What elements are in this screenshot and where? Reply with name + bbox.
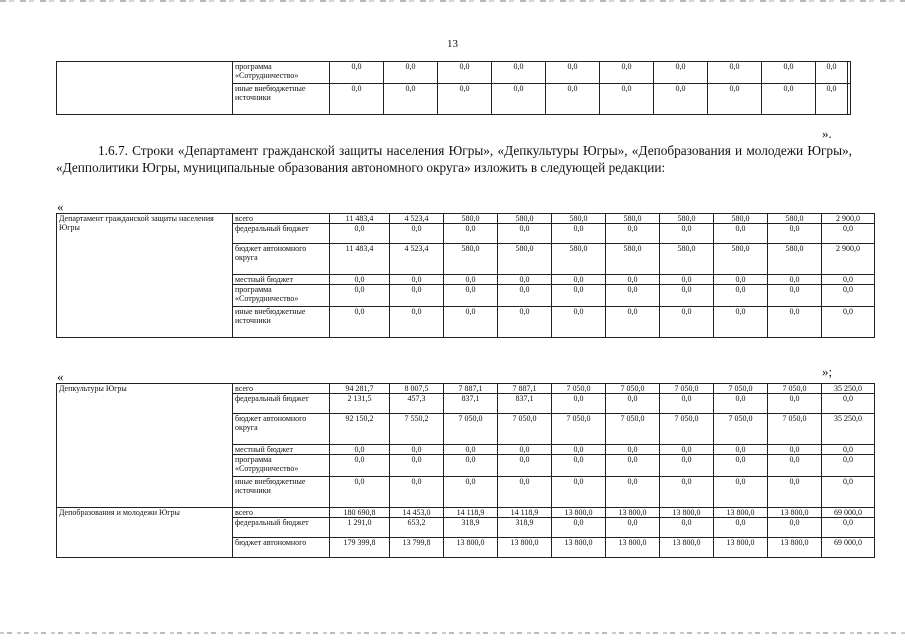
closing-quote-2: »; [822, 364, 833, 379]
value-cell: 35 250,0 [822, 384, 875, 394]
value-cell: 7 050,0 [714, 384, 768, 394]
value-cell: 0,0 [816, 62, 848, 84]
page-number: 13 [447, 38, 458, 50]
value-cell: 0,0 [492, 84, 546, 115]
funding-source: программа «Сотрудничество» [233, 62, 330, 84]
value-cell: 0,0 [822, 285, 875, 307]
value-cell: 0,0 [762, 62, 816, 84]
funding-source: бюджет автономного округа [233, 244, 330, 275]
value-cell: 0,0 [714, 445, 768, 455]
value-cell: 0,0 [552, 285, 606, 307]
value-cell: 0,0 [768, 394, 822, 414]
value-cell: 94 281,7 [330, 384, 390, 394]
value-cell: 0,0 [390, 285, 444, 307]
value-cell: 7 050,0 [552, 384, 606, 394]
opening-quote: « [57, 199, 64, 214]
value-cell: 580,0 [444, 214, 498, 224]
value-cell: 0,0 [822, 224, 875, 244]
value-cell: 13 800,0 [552, 508, 606, 518]
amendment-paragraph: 1.6.7. Строки «Департамент гражданской защиты населения Югры», «Депкультуры Югры», «Депобразования и молодежи Югры», «Депполитики Югры, муниципальные образования автономного округа» изложить в следующей редакции: [56, 143, 852, 175]
value-cell: 0,0 [606, 455, 660, 477]
value-cell: 92 150,2 [330, 414, 390, 445]
value-cell: 0,0 [606, 477, 660, 508]
value-cell: 4 523,4 [390, 214, 444, 224]
organization-name: Депобразования и молодежи Югры [57, 508, 233, 558]
value-cell: 2 900,0 [822, 214, 875, 224]
value-cell: 0,0 [768, 285, 822, 307]
value-cell: 7 050,0 [768, 384, 822, 394]
funding-source: бюджет автономного округа [233, 414, 330, 445]
funding-source: федеральный бюджет [233, 394, 330, 414]
value-cell: 0,0 [714, 285, 768, 307]
value-cell: 13 800,0 [498, 538, 552, 558]
value-cell: 7 887,1 [498, 384, 552, 394]
value-cell: 0,0 [660, 394, 714, 414]
value-cell: 13 800,0 [444, 538, 498, 558]
value-cell: 0,0 [654, 62, 708, 84]
value-cell: 0,0 [384, 84, 438, 115]
value-cell: 0,0 [714, 455, 768, 477]
value-cell: 0,0 [552, 394, 606, 414]
value-cell: 11 483,4 [330, 214, 390, 224]
value-cell: 837,1 [498, 394, 552, 414]
value-cell: 0,0 [492, 62, 546, 84]
value-cell: 0,0 [330, 307, 390, 338]
value-cell: 0,0 [768, 445, 822, 455]
funding-source: программа «Сотрудничество» [233, 285, 330, 307]
value-cell: 0,0 [552, 275, 606, 285]
value-cell: 13 800,0 [660, 538, 714, 558]
value-cell: 0,0 [822, 275, 875, 285]
value-cell: 11 483,4 [330, 244, 390, 275]
value-cell: 0,0 [768, 518, 822, 538]
value-cell: 0,0 [498, 224, 552, 244]
value-cell: 7 050,0 [444, 414, 498, 445]
value-cell: 0,0 [606, 518, 660, 538]
funding-source: бюджет автономного [233, 538, 330, 558]
value-cell: 13 800,0 [552, 538, 606, 558]
value-cell: 0,0 [606, 445, 660, 455]
table-row [57, 214, 875, 224]
value-cell: 653,2 [390, 518, 444, 538]
value-cell: 0,0 [714, 518, 768, 538]
value-cell: 180 690,8 [330, 508, 390, 518]
value-cell: 580,0 [768, 214, 822, 224]
value-cell: 69 000,0 [822, 538, 875, 558]
table-row [57, 384, 875, 394]
funding-source: иные внебюджетные источники [233, 477, 330, 508]
value-cell: 0,0 [714, 224, 768, 244]
value-cell: 580,0 [660, 214, 714, 224]
value-cell: 0,0 [816, 84, 848, 115]
value-cell: 0,0 [498, 307, 552, 338]
value-cell: 580,0 [498, 214, 552, 224]
organization-name: Департамент гражданской защиты населения Югры [57, 214, 233, 338]
value-cell: 0,0 [660, 477, 714, 508]
value-cell: 0,0 [660, 275, 714, 285]
value-cell: 580,0 [606, 244, 660, 275]
value-cell: 580,0 [498, 244, 552, 275]
value-cell: 0,0 [660, 455, 714, 477]
value-cell: 0,0 [552, 445, 606, 455]
value-cell: 0,0 [552, 224, 606, 244]
value-cell: 580,0 [714, 214, 768, 224]
funding-source: всего [233, 384, 330, 394]
value-cell: 0,0 [660, 285, 714, 307]
value-cell: 7 050,0 [552, 414, 606, 445]
table-culture-education [56, 383, 875, 558]
value-cell: 0,0 [438, 84, 492, 115]
value-cell: 580,0 [552, 244, 606, 275]
value-cell: 0,0 [600, 62, 654, 84]
value-cell: 0,0 [330, 275, 390, 285]
value-cell: 0,0 [606, 285, 660, 307]
value-cell: 0,0 [714, 477, 768, 508]
value-cell: 0,0 [768, 307, 822, 338]
value-cell: 0,0 [822, 518, 875, 538]
value-cell: 0,0 [660, 224, 714, 244]
value-cell: 7 050,0 [714, 414, 768, 445]
value-cell: 0,0 [390, 455, 444, 477]
value-cell: 580,0 [606, 214, 660, 224]
value-cell: 0,0 [600, 84, 654, 115]
value-cell: 0,0 [762, 84, 816, 115]
value-cell: 580,0 [552, 214, 606, 224]
value-cell: 14 453,0 [390, 508, 444, 518]
value-cell: 2 900,0 [822, 244, 875, 275]
value-cell: 1 291,0 [330, 518, 390, 538]
value-cell: 7 050,0 [498, 414, 552, 445]
value-cell: 0,0 [330, 455, 390, 477]
value-cell: 7 050,0 [606, 384, 660, 394]
value-cell: 7 550,2 [390, 414, 444, 445]
funding-source: местный бюджет [233, 445, 330, 455]
value-cell: 0,0 [606, 307, 660, 338]
value-cell: 0,0 [606, 394, 660, 414]
funding-source: федеральный бюджет [233, 518, 330, 538]
value-cell: 0,0 [552, 477, 606, 508]
value-cell: 13 800,0 [768, 538, 822, 558]
value-cell: 0,0 [714, 307, 768, 338]
value-cell: 0,0 [444, 445, 498, 455]
value-cell: 0,0 [822, 445, 875, 455]
value-cell: 0,0 [708, 84, 762, 115]
value-cell: 0,0 [384, 62, 438, 84]
value-cell: 837,1 [444, 394, 498, 414]
value-cell: 0,0 [546, 84, 600, 115]
funding-source: программа «Сотрудничество» [233, 455, 330, 477]
value-cell: 0,0 [768, 275, 822, 285]
value-cell: 0,0 [498, 285, 552, 307]
value-cell: 0,0 [498, 445, 552, 455]
funding-source: всего [233, 508, 330, 518]
value-cell: 4 523,4 [390, 244, 444, 275]
empty-cell [848, 62, 851, 84]
value-cell: 13 800,0 [714, 538, 768, 558]
closing-quote: ». [822, 126, 832, 141]
value-cell: 0,0 [330, 477, 390, 508]
value-cell: 0,0 [822, 477, 875, 508]
value-cell: 580,0 [768, 244, 822, 275]
value-cell: 0,0 [390, 445, 444, 455]
value-cell: 14 118,9 [444, 508, 498, 518]
value-cell: 0,0 [330, 285, 390, 307]
opening-quote-2: « [57, 369, 64, 384]
value-cell: 0,0 [654, 84, 708, 115]
value-cell: 69 000,0 [822, 508, 875, 518]
value-cell: 179 399,8 [330, 538, 390, 558]
value-cell: 0,0 [708, 62, 762, 84]
table-civil-defense [56, 213, 875, 338]
value-cell: 0,0 [498, 275, 552, 285]
value-cell: 13 800,0 [606, 508, 660, 518]
value-cell: 0,0 [546, 62, 600, 84]
value-cell: 7 050,0 [660, 414, 714, 445]
value-cell: 0,0 [552, 455, 606, 477]
value-cell: 457,3 [390, 394, 444, 414]
value-cell: 7 887,1 [444, 384, 498, 394]
value-cell: 7 050,0 [606, 414, 660, 445]
value-cell: 13 800,0 [768, 508, 822, 518]
value-cell: 318,9 [444, 518, 498, 538]
value-cell: 0,0 [768, 477, 822, 508]
value-cell: 0,0 [822, 307, 875, 338]
value-cell: 0,0 [444, 307, 498, 338]
value-cell: 0,0 [330, 84, 384, 115]
value-cell: 0,0 [660, 307, 714, 338]
organization-name: Депкультуры Югры [57, 384, 233, 508]
value-cell: 0,0 [714, 394, 768, 414]
funding-source: иные внебюджетные источники [233, 307, 330, 338]
value-cell: 2 131,5 [330, 394, 390, 414]
table-row [57, 62, 851, 84]
value-cell: 0,0 [498, 477, 552, 508]
value-cell: 13 800,0 [606, 538, 660, 558]
value-cell: 580,0 [660, 244, 714, 275]
value-cell: 35 250,0 [822, 414, 875, 445]
scan-artifact-bottom [0, 632, 905, 634]
value-cell: 0,0 [438, 62, 492, 84]
value-cell: 0,0 [390, 275, 444, 285]
value-cell: 0,0 [660, 518, 714, 538]
table-row [57, 508, 875, 518]
value-cell: 0,0 [606, 224, 660, 244]
value-cell: 0,0 [498, 455, 552, 477]
value-cell: 0,0 [330, 445, 390, 455]
value-cell: 14 118,9 [498, 508, 552, 518]
value-cell: 8 007,5 [390, 384, 444, 394]
value-cell: 7 050,0 [768, 414, 822, 445]
value-cell: 0,0 [660, 445, 714, 455]
value-cell: 0,0 [390, 307, 444, 338]
value-cell: 0,0 [444, 275, 498, 285]
value-cell: 0,0 [768, 455, 822, 477]
value-cell: 580,0 [714, 244, 768, 275]
value-cell: 13 800,0 [660, 508, 714, 518]
value-cell: 318,9 [498, 518, 552, 538]
value-cell: 0,0 [390, 477, 444, 508]
funding-source: всего [233, 214, 330, 224]
value-cell: 0,0 [444, 477, 498, 508]
value-cell: 0,0 [552, 307, 606, 338]
value-cell: 0,0 [822, 455, 875, 477]
value-cell: 13 800,0 [714, 508, 768, 518]
value-cell: 0,0 [444, 224, 498, 244]
value-cell: 0,0 [444, 285, 498, 307]
value-cell: 0,0 [330, 224, 390, 244]
value-cell: 0,0 [606, 275, 660, 285]
value-cell: 580,0 [444, 244, 498, 275]
funding-source: федеральный бюджет [233, 224, 330, 244]
value-cell: 0,0 [552, 518, 606, 538]
value-cell: 0,0 [822, 394, 875, 414]
empty-cell [848, 84, 851, 115]
value-cell: 0,0 [444, 455, 498, 477]
value-cell: 0,0 [390, 224, 444, 244]
funding-source: иные внебюджетные источники [233, 84, 330, 115]
value-cell: 0,0 [768, 224, 822, 244]
value-cell: 0,0 [714, 275, 768, 285]
value-cell: 0,0 [330, 62, 384, 84]
organization-name [57, 62, 233, 115]
value-cell: 13 799,8 [390, 538, 444, 558]
funding-source: местный бюджет [233, 275, 330, 285]
table-top-continuation [56, 61, 851, 115]
value-cell: 7 050,0 [660, 384, 714, 394]
scan-artifact-top [0, 0, 905, 2]
